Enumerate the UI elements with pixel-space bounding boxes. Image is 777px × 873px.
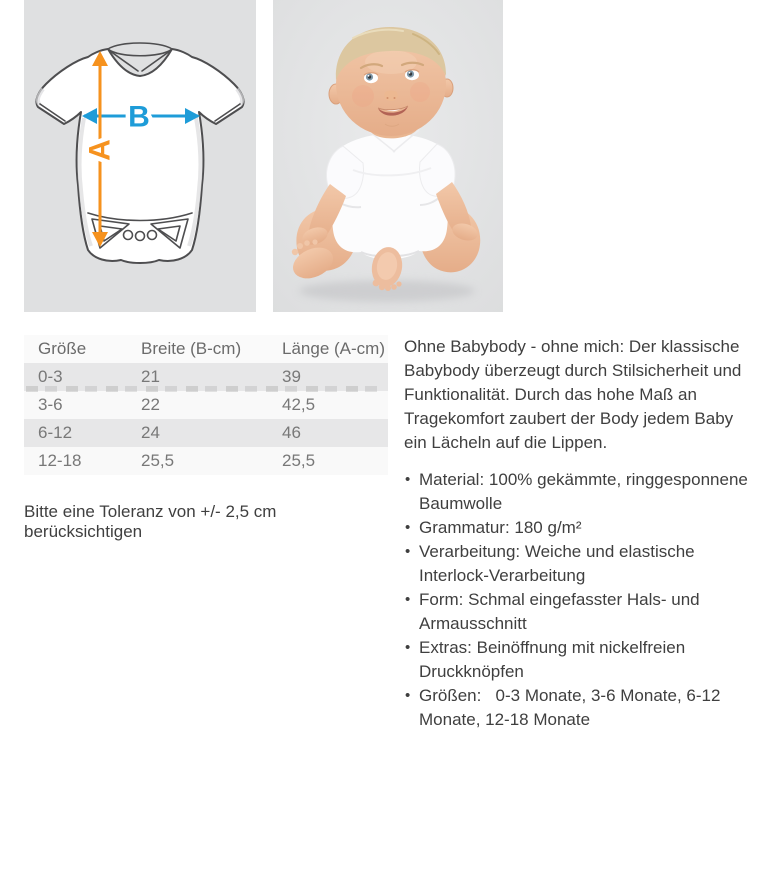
list-item-grammatur: • Grammatur: 180 g/m² [404,516,756,540]
cell-size: 6-12 [38,423,73,442]
table-row [24,363,388,391]
product-description [404,335,756,732]
cell-laenge: 39 [282,367,301,386]
size-chart-header-row [24,335,388,363]
description-intro: Ohne Babybody - ohne mich: Der klassische Babybody überzeugt durch Stilsicherheit und Funktionalität. Durch das hohe Maß an Tragekomfort zaubert der Body jedem Baby ein Lächeln auf die Lippen. [404,337,742,452]
size-diagram-image[interactable] [24,0,256,312]
cell-breite: 22 [141,395,160,414]
cell-laenge: 42,5 [282,395,316,414]
cell-size: 12-18 [38,451,82,470]
label-b: B [128,100,150,134]
cell-size: 3-6 [38,395,63,414]
description-bullet-list [404,468,756,732]
cell-size: 0-3 [38,367,63,386]
column-header-groesse: Größe [24,335,141,363]
baby-photo-illustration [273,0,503,312]
list-item-material: • Material: 100% gekämmte, ringgesponnene Baumwolle [404,468,756,516]
product-media-row [24,0,777,312]
table-row [24,447,388,475]
cell-breite: 25,5 [141,451,175,470]
list-item-verarbeitung: • Verarbeitung: Weiche und elastische Interlock-Verarbeitung [404,540,756,588]
column-header-laenge: Länge (A-cm) [282,335,388,363]
label-a: A [83,139,117,161]
column-header-breite: Breite (B-cm) [141,335,282,363]
table-row [24,391,388,419]
list-item-groessen: • Größen: 0-3 Monate, 3-6 Monate, 6-12 Monate, 12-18 Monate [404,684,756,732]
product-photo-image[interactable] [273,0,503,312]
size-chart [24,335,388,475]
tolerance-note: Bitte eine Toleranz von +/- 2,5 cm berücksichtigen [24,502,277,541]
size-chart-column [24,335,388,542]
cell-laenge: 46 [282,423,301,442]
cell-breite: 21 [141,367,160,386]
onesie-measurement-diagram [24,0,256,312]
table-row [24,419,388,447]
cell-breite: 24 [141,423,160,442]
list-item-form: • Form: Schmal eingefasster Hals- und Armausschnitt [404,588,756,636]
cell-laenge: 25,5 [282,451,316,470]
baby-torso-onesie [326,130,455,259]
list-item-extras: • Extras: Beinöffnung mit nickelfreien Druckknöpfen [404,636,756,684]
product-details-row [24,335,777,732]
size-chart-table [24,335,388,475]
